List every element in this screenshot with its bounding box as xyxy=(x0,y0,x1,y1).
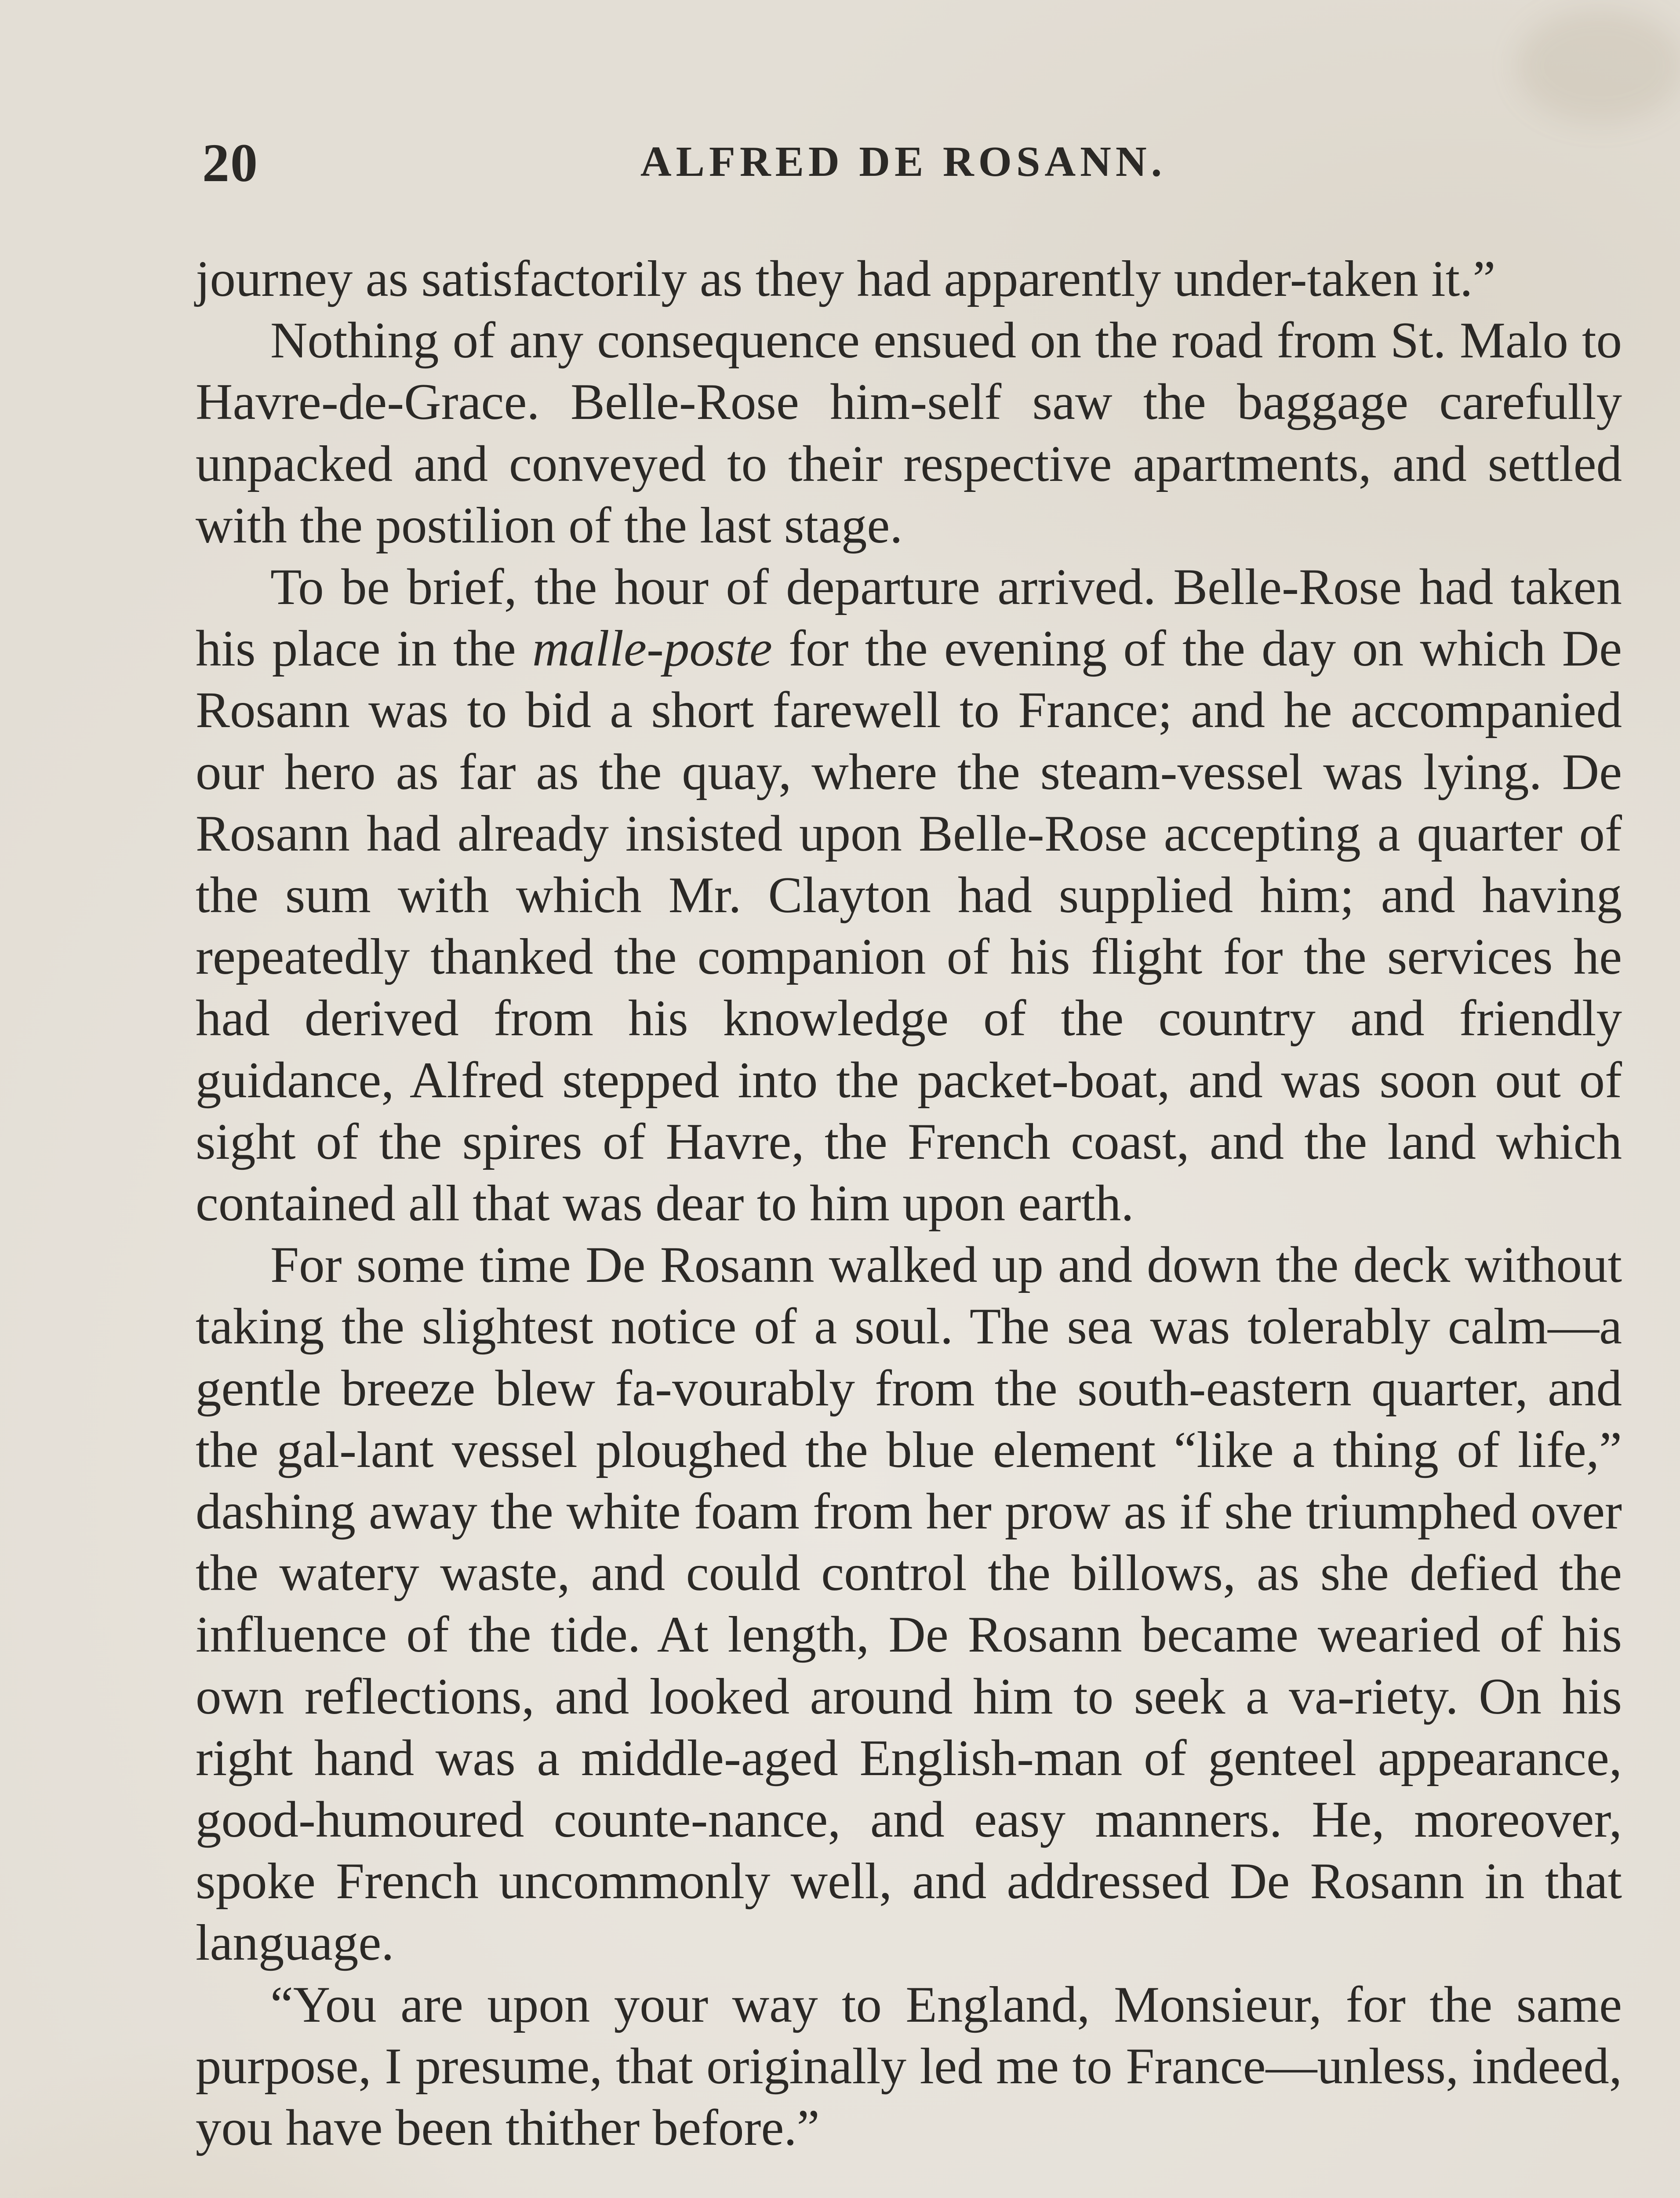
paragraph-text: To be brief, the hour of departure arrived. Belle-Rose had taken his place in the xyxy=(196,559,1622,677)
paragraph-text: for the evening of the day on which De Rosann was to bid a short farewell to France; and he accompanied our hero as far as the quay, where the steam-vessel was lying. De Rosann had already insisted upon Belle-Rose accepting a quarter of the sum with which Mr. Clayton had supplied him; and having repeatedly thanked the companion of his flight for the services he had derived from his knowledge of the country and friendly guidance, Alfred stepped into the packet-boat, and was soon out of sight of the spires of Havre, the French coast, and the land which contained all that was dear to him upon earth. xyxy=(196,620,1622,1232)
page-number: 20 xyxy=(202,133,258,193)
italic-term: malle-poste xyxy=(532,620,772,677)
paragraph xyxy=(196,557,1622,1234)
paragraph: journey as satisfactorily as they had apparently under-taken it.” xyxy=(196,251,1496,307)
running-head: ALFRED DE ROSANN. xyxy=(640,138,1167,186)
paragraph: “You are upon your way to England, Monsieur, for the same purpose, I presume, that originally led me to France—unless, indeed, you have been thither before.” xyxy=(196,1976,1622,2157)
paragraph: Nothing of any consequence ensued on the road from St. Malo to Havre-de-Grace. Belle-Rose him-self saw the baggage carefully unpacked and conveyed to their respective apartments, and settled with the postilion of the last stage. xyxy=(196,312,1622,554)
paper-stain xyxy=(1516,9,1680,123)
paragraph: For some time De Rosann walked up and down the deck without taking the slightest notice of a soul. The sea was tolerably calm—a gentle breeze blew fa-vourably from the south-eastern quarter, and the gal-lant vessel ploughed the blue element “like a thing of life,” dashing away the white foam from her prow as if she triumphed over the watery waste, and could control the billows, as she defied the influence of the tide. At length, De Rosann became wearied of his own reflections, and looked around him to seek a va-riety. On his right hand was a middle-aged English-man of genteel appearance, good-humoured counte-nance, and easy manners. He, moreover, spoke French uncommonly well, and addressed De Rosann in that language. xyxy=(196,1237,1622,1972)
page-header xyxy=(202,132,1604,215)
page-body xyxy=(196,248,1622,2159)
